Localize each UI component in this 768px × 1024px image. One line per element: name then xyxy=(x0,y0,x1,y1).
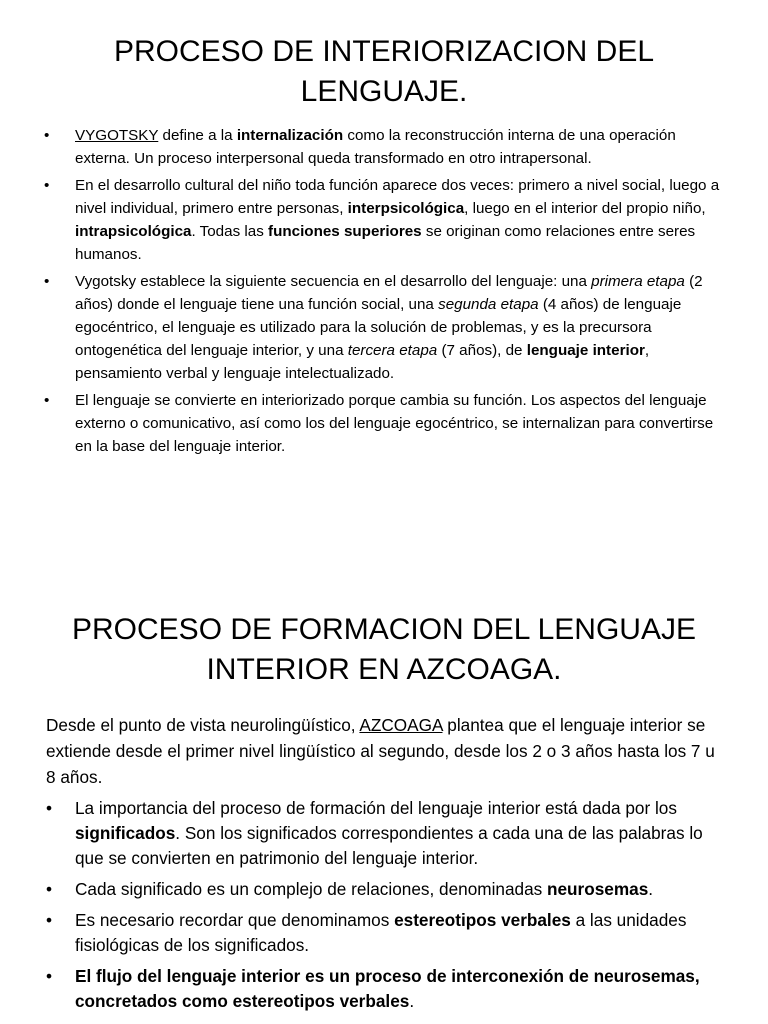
bold-term: neurosemas xyxy=(547,879,649,899)
text-run: como la reconstrucción interna de una operación externa. Un proceso interpersonal queda transformado en otro intrapersonal. xyxy=(75,127,676,167)
italic-term: segunda etapa xyxy=(438,296,539,313)
azcoaga-link-text: AZCOAGA xyxy=(359,715,443,735)
slide-formacion xyxy=(0,560,768,1024)
text-run: Desde el punto de vista neurolingüístico, xyxy=(46,715,360,735)
text-run: La importancia del proceso de formación del lenguaje interior está dada por los xyxy=(75,798,677,818)
bullet-list xyxy=(46,796,736,1020)
text-run: Vygotsky establece la siguiente secuencia en el desarrollo del lenguaje: una xyxy=(75,273,592,290)
text-run: . Son los significados correspondientes a cada una de las palabras lo que se convierten en patrimonio del lenguaje interior. xyxy=(75,823,703,868)
italic-term: tercera etapa xyxy=(347,342,438,359)
bold-term: internalización xyxy=(236,127,344,144)
bullet-item xyxy=(44,124,734,170)
bullet-item xyxy=(44,389,734,458)
text-run: (2 años) donde el lenguaje tiene una función social, una xyxy=(75,273,703,313)
bold-term: funciones superiores xyxy=(268,223,422,240)
text-run: Cada significado es un complejo de relaciones, denominadas xyxy=(75,879,547,899)
text-run: a las unidades fisiológicas de los significados. xyxy=(75,910,687,955)
bullet-item xyxy=(46,964,736,1014)
vygotsky-link-text: VYGOTSKY xyxy=(75,127,159,144)
text-run: se originan como relaciones entre seres humanos. xyxy=(75,223,696,263)
text-run: (4 años) de lenguaje egocéntrico, el lenguaje es utilizado para la solución de problemas, y es la precursora ontogenética del lenguaje interior, y una xyxy=(75,296,682,359)
intro-paragraph xyxy=(46,712,726,790)
text-run: . xyxy=(648,879,654,899)
bold-term: significados xyxy=(75,823,176,843)
text-run: . xyxy=(409,991,415,1011)
slide-title: PROCESO DE INTERIORIZACION DEL LENGUAJE. xyxy=(113,35,655,108)
bullet-item xyxy=(46,796,736,871)
bullet-item xyxy=(44,174,734,266)
bullet-item xyxy=(46,877,736,902)
bold-term: interpsicológica xyxy=(347,200,465,217)
text-run: En el desarrollo cultural del niño toda función aparece dos veces: primero a nivel social, luego a nivel individual, primero entre personas, xyxy=(75,177,720,217)
text-run: (7 años), de xyxy=(437,342,527,359)
text-run: plantea que el lenguaje interior se extiende desde el primer nivel lingüístico al segundo, desde los 2 o 3 años hasta los 7 u 8 años. xyxy=(46,715,715,787)
text-run: El lenguaje se convierte en interiorizado porque cambia su función. Los aspectos del lenguaje externo o comunicativo, así como los del lenguaje egocéntrico, se internalizan para convertirse en la base del lenguaje interior. xyxy=(75,392,714,455)
bullet-item xyxy=(46,908,736,958)
bold-term: lenguaje interior xyxy=(526,342,645,359)
italic-term: primera etapa xyxy=(591,273,685,290)
bold-term: intrapsicológica xyxy=(75,223,192,240)
bullet-list xyxy=(44,124,734,462)
bullet-item xyxy=(44,270,734,385)
text-run: define a la xyxy=(158,127,237,144)
text-run: . Todas las xyxy=(191,223,269,240)
slide-title: PROCESO DE FORMACION DEL LENGUAJE INTERIOR EN AZCOAGA. xyxy=(72,613,696,686)
text-run: Es necesario recordar que denominamos xyxy=(75,910,395,930)
bold-term: El flujo del lenguaje interior es un proceso de interconexión de neurosemas, concretados como estereotipos verbales xyxy=(75,966,700,1011)
text-run: , luego en el interior del propio niño, xyxy=(464,200,706,217)
text-run: , pensamiento verbal y lenguaje intelectualizado. xyxy=(75,342,650,382)
bold-term: estereotipos verbales xyxy=(394,910,571,930)
